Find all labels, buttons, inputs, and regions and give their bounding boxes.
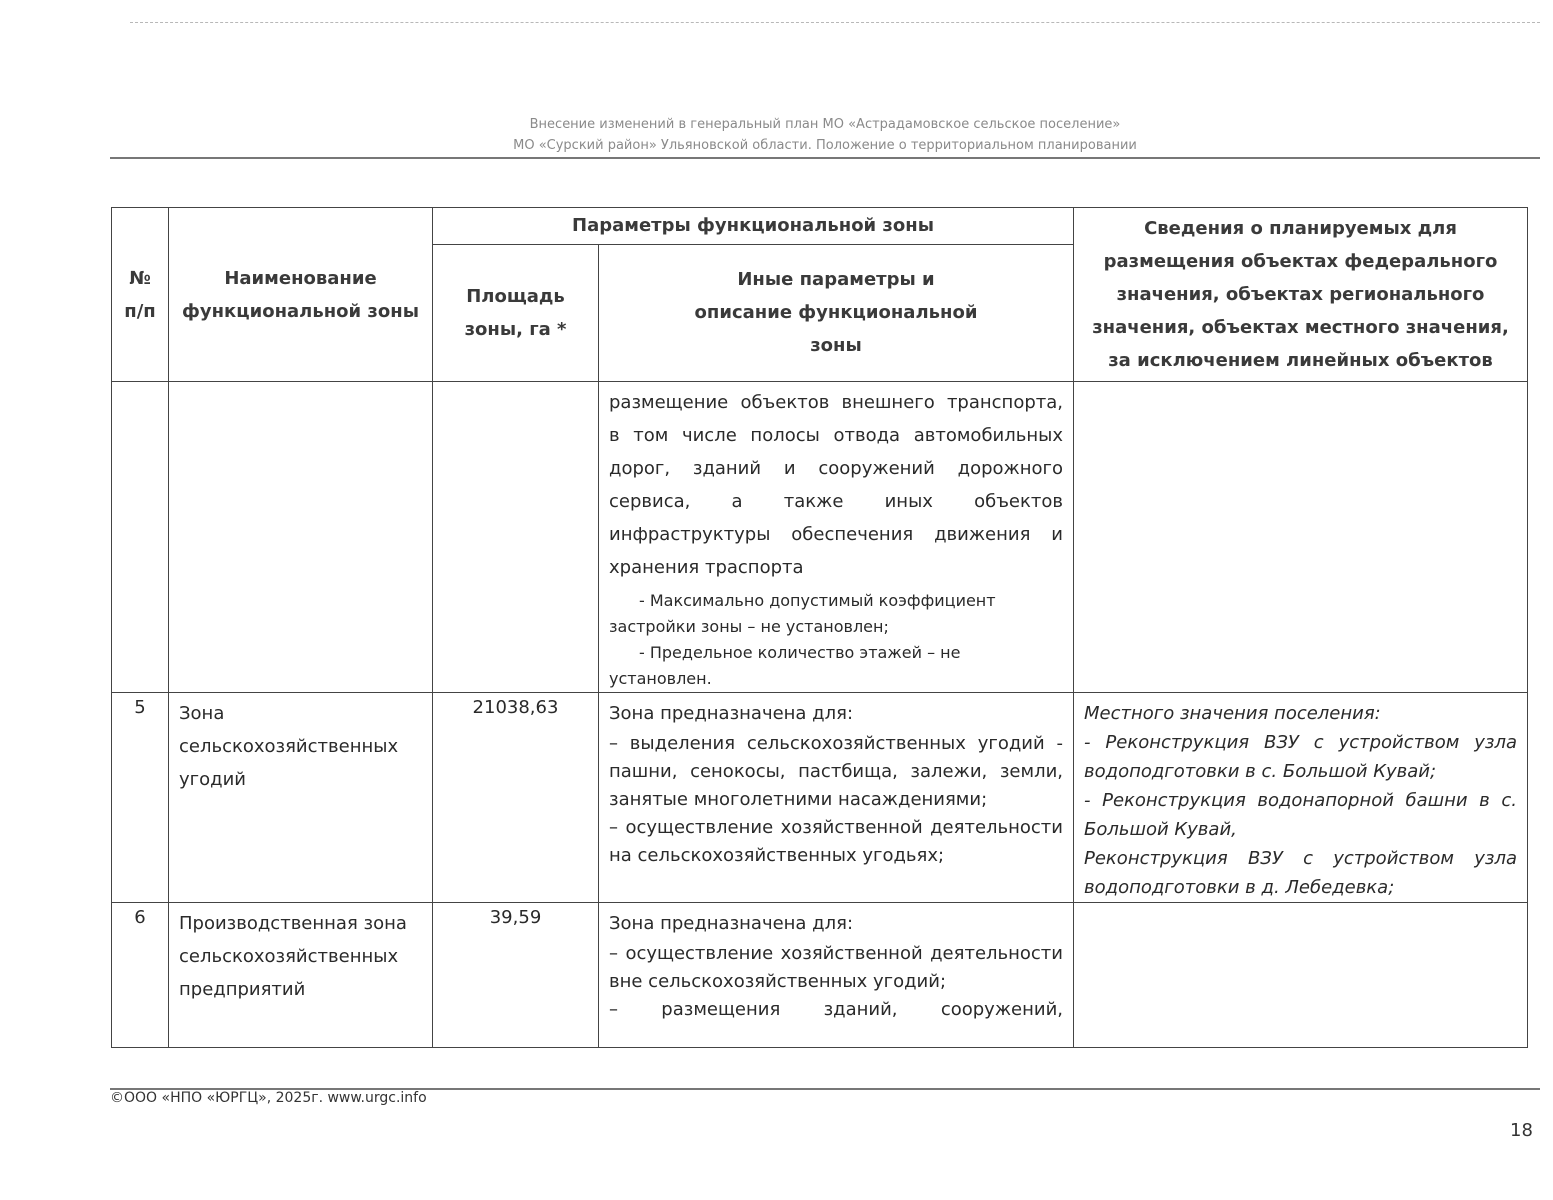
description-item: – осуществление хозяйственной деятельности вне сельскохозяйственных угодий; xyxy=(609,943,1063,992)
zone-area: 39,59 xyxy=(433,903,599,1048)
planned-objects xyxy=(1074,903,1528,1048)
desc-line: хранения траспорта xyxy=(609,557,804,578)
cont-info-cell xyxy=(1074,382,1528,693)
row-number: 5 xyxy=(112,693,169,903)
desc-line: в том числе полосы отвода автомобильных xyxy=(609,425,1063,446)
zone-description xyxy=(599,903,1074,1048)
header-line-1: Внесение изменений в генеральный план МО «Астрадамовское сельское поселение» xyxy=(529,117,1121,132)
zone-area: 21038,63 xyxy=(433,693,599,903)
column-header-zone-name: Наименование функциональной зоны xyxy=(169,208,433,382)
planned-object-item: - Реконструкция водонапорной башни в с. Большой Кувай, xyxy=(1084,790,1517,840)
desc-line: инфраструктуры обеспечения движения и xyxy=(609,524,1063,545)
zone-description xyxy=(599,693,1074,903)
column-header-area: Площадь зоны, га * xyxy=(433,244,599,381)
functional-zones-table xyxy=(111,207,1528,1048)
table-row-continuation xyxy=(112,382,1528,693)
table-header-row-1 xyxy=(112,208,1528,245)
header-line-2: МО «Сурский район» Ульяновской области. Положение о территориальном планировании xyxy=(513,138,1137,153)
desc-line: сервиса, а также иных объектов xyxy=(609,491,1063,512)
row-number: 6 xyxy=(112,903,169,1048)
max-coefficient-param: - Максимально допустимый коэффициент застройки зоны – не установлен; xyxy=(609,591,996,636)
cont-description-cell xyxy=(599,382,1074,693)
copyright-text: ©ООО «НПО «ЮРГЦ», 2025г. www.urgc.info xyxy=(110,1090,427,1106)
planned-objects-title: Местного значения поселения: xyxy=(1084,703,1381,724)
page-number: 18 xyxy=(1510,1120,1533,1141)
column-header-number: № п/п xyxy=(112,208,169,382)
description-intro: Зона предназначена для: xyxy=(609,703,854,724)
document-header xyxy=(110,114,1540,156)
table-row xyxy=(112,693,1528,903)
table-row xyxy=(112,903,1528,1048)
planned-objects xyxy=(1074,693,1528,903)
planned-object-item: - Реконструкция ВЗУ с устройством узла водоподготовки в с. Большой Кувай; xyxy=(1084,732,1517,782)
scan-edge-line xyxy=(130,22,1540,23)
cont-name-cell xyxy=(169,382,433,693)
column-header-planned-objects: Сведения о планируемых для размещения объектах федерального значения, объектах регионального значения, объектах местного значения, за исключением линейных объектов xyxy=(1074,208,1528,382)
cont-area-cell xyxy=(433,382,599,693)
zone-name: Зона сельскохозяйственных угодий xyxy=(169,693,433,903)
description-intro: Зона предназначена для: xyxy=(609,913,854,934)
desc-line: дорог, зданий и сооружений дорожного xyxy=(609,458,1063,479)
zone-name: Производственная зона сельскохозяйственных предприятий xyxy=(169,903,433,1048)
cont-num-cell xyxy=(112,382,169,693)
column-header-zone-parameters: Параметры функциональной зоны xyxy=(433,208,1074,245)
max-floors-param: - Предельное количество этажей – не установлен. xyxy=(609,643,961,688)
description-item: – осуществление хозяйственной деятельности на сельскохозяйственных угодьях; xyxy=(609,817,1063,866)
description-item: – выделения сельскохозяйственных угодий - пашни, сенокосы, пастбища, залежи, земли, занятые многолетними насаждениями; xyxy=(609,733,1063,810)
desc-line: размещение объектов внешнего транспорта, xyxy=(609,392,1063,413)
description-item: – размещения зданий, сооружений, xyxy=(609,999,1063,1020)
column-header-other-parameters: Иные параметры и описание функциональной зоны xyxy=(599,244,1074,381)
header-divider xyxy=(110,157,1540,159)
planned-object-item: Реконструкция ВЗУ с устройством узла водоподготовки в д. Лебедевка; xyxy=(1084,848,1517,898)
